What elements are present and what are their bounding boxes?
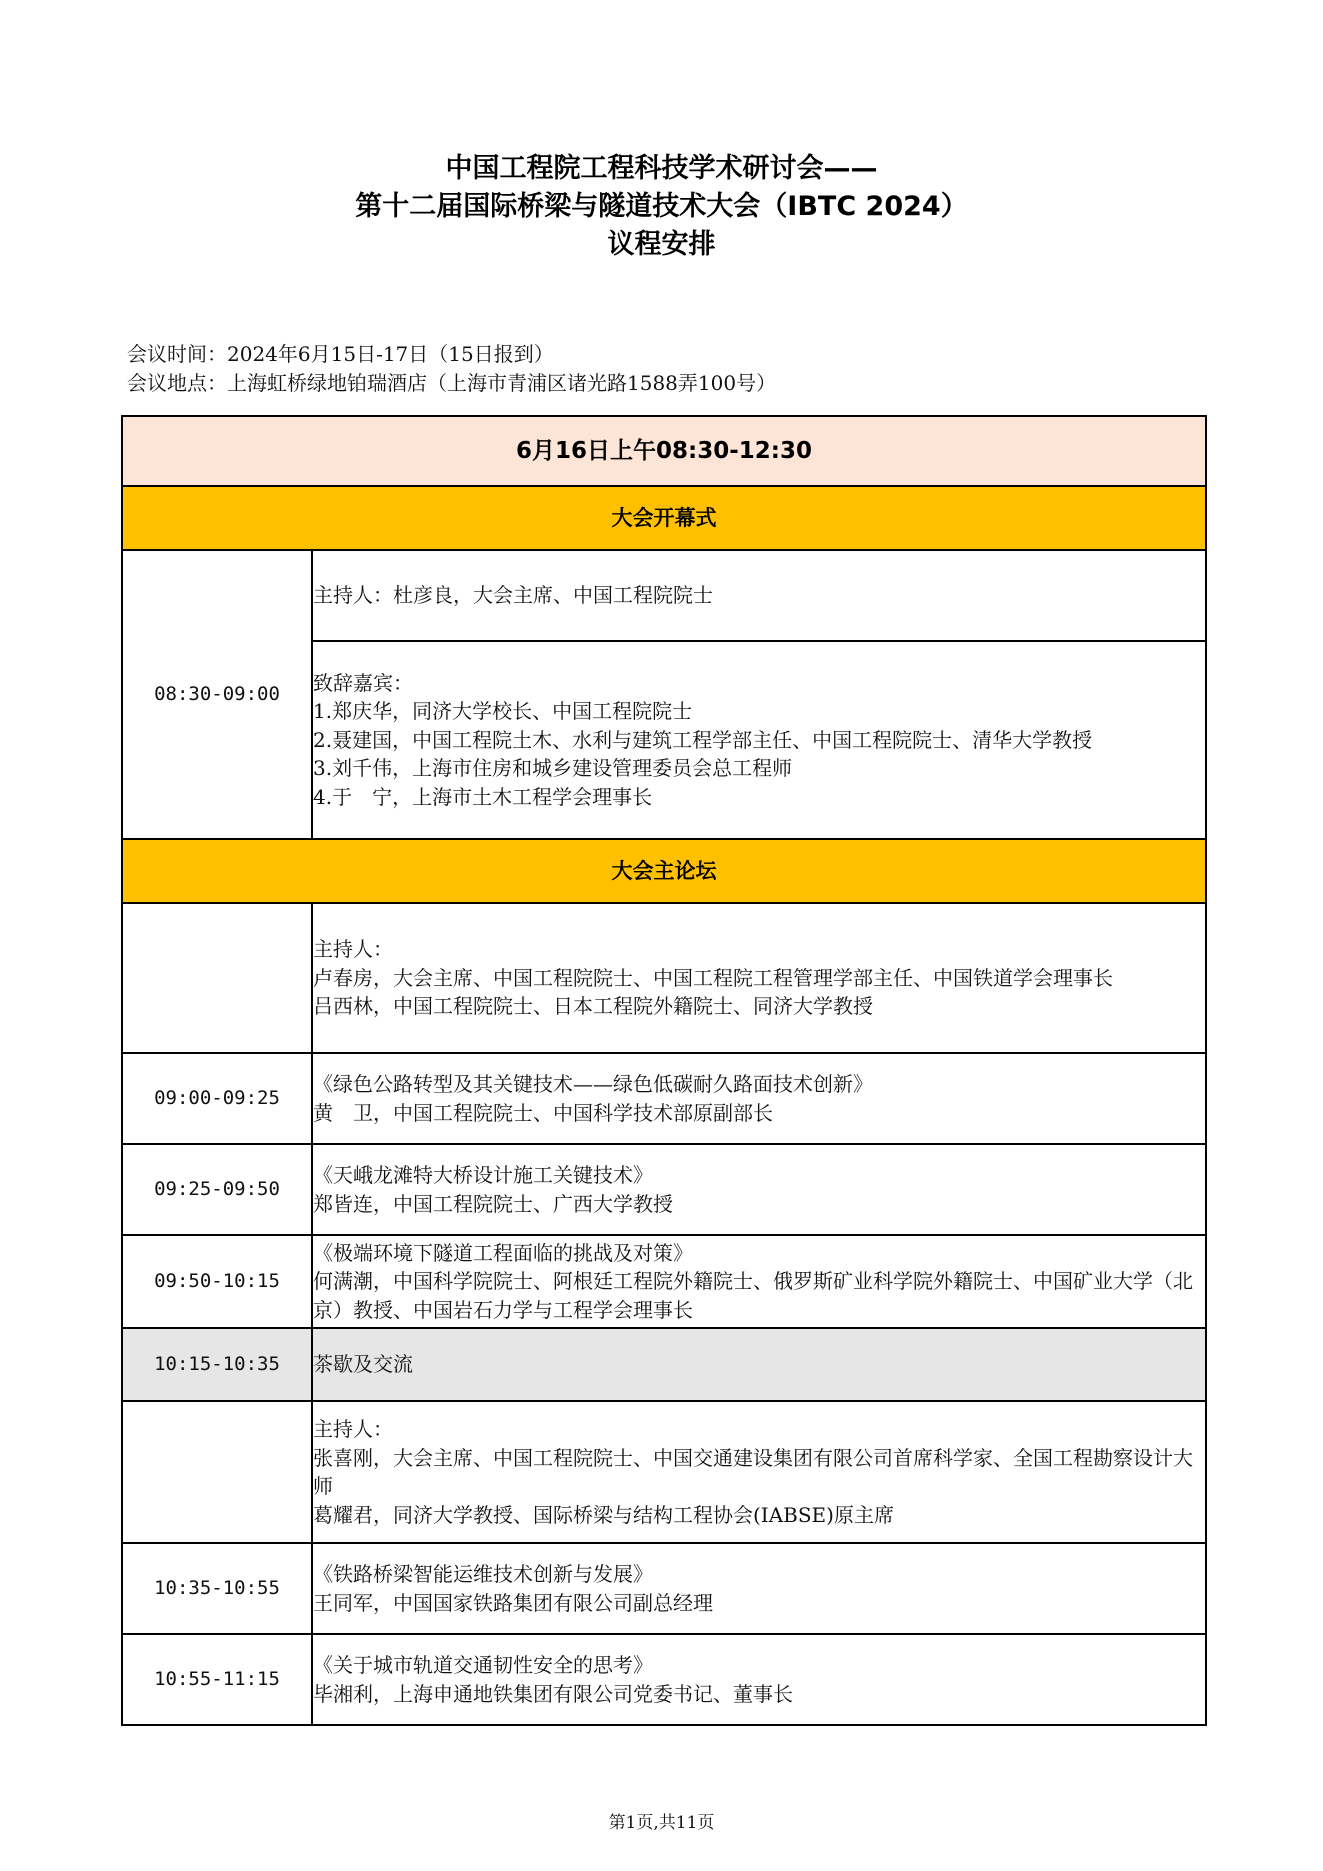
- content-cell: [312, 1053, 1206, 1144]
- table-row: [122, 903, 1206, 1053]
- date-header-row: [122, 416, 1206, 486]
- content-cell: [312, 1328, 1206, 1401]
- time-cell: 09:25-09:50: [122, 1144, 312, 1235]
- content-line: 《极端环境下隧道工程面临的挑战及对策》: [313, 1240, 693, 1265]
- time-cell: 10:15-10:35: [122, 1328, 312, 1401]
- title-line-3: 议程安排: [607, 229, 716, 260]
- time-cell: 09:50-10:15: [122, 1235, 312, 1328]
- content-line: 《铁路桥梁智能运维技术创新与发展》: [313, 1562, 653, 1586]
- speech-line: 1.郑庆华，同济大学校长、中国工程院院士: [313, 699, 693, 724]
- title-line-1: 中国工程院工程科技学术研讨会——: [445, 153, 878, 184]
- content-cell: [312, 1543, 1206, 1634]
- table-row: [122, 1401, 1206, 1543]
- meeting-info: [127, 340, 776, 398]
- content-cell: [312, 1634, 1206, 1725]
- opening-speeches-cell: [312, 641, 1206, 839]
- speech-line: 致辞嘉宾：: [313, 670, 413, 695]
- table-row: [122, 1634, 1206, 1725]
- opening-ceremony-header: 大会开幕式: [122, 486, 1206, 550]
- time-cell: 09:00-09:25: [122, 1053, 312, 1144]
- tea-break-row: [122, 1328, 1206, 1401]
- content-cell: [312, 1401, 1206, 1543]
- content-line: 茶歇及交流: [313, 1352, 413, 1377]
- table-row: [122, 550, 1206, 641]
- content-line: 王同军，中国国家铁路集团有限公司副总经理: [313, 1590, 713, 1615]
- opening-host-cell: [312, 550, 1206, 641]
- content-line: 《绿色公路转型及其关键技术——绿色低碳耐久路面技术创新》: [313, 1072, 873, 1096]
- opening-time-cell: 08:30-09:00: [122, 550, 312, 839]
- agenda-table: [121, 415, 1207, 1726]
- table-row: [122, 1235, 1206, 1328]
- speech-line: 2.聂建国，中国工程院土木、水利与建筑工程学部主任、中国工程院院士、清华大学教授: [313, 727, 1093, 752]
- time-cell: 10:35-10:55: [122, 1543, 312, 1634]
- content-line: 吕西林，中国工程院院士、日本工程院外籍院士、同济大学教授: [313, 994, 873, 1019]
- meeting-location: 会议地点：上海虹桥绿地铂瑞酒店（上海市青浦区诸光路1588弄100号）: [127, 371, 777, 395]
- time-cell: 10:55-11:15: [122, 1634, 312, 1725]
- content-line: 张喜刚，大会主席、中国工程院院士、中国交通建设集团有限公司首席科学家、全国工程勘察设计大师: [313, 1445, 1193, 1498]
- time-cell: [122, 903, 312, 1053]
- time-cell: [122, 1401, 312, 1543]
- table-row: [122, 1053, 1206, 1144]
- content-line: 黄 卫，中国工程院院士、中国科学技术部原副部长: [313, 1100, 773, 1125]
- content-cell: [312, 1144, 1206, 1235]
- content-line: 何满潮，中国科学院院士、阿根廷工程院外籍院士、俄罗斯矿业科学院外籍院士、中国矿业大学（北京）教授、中国岩石力学与工程学会理事长: [313, 1269, 1193, 1322]
- date-header: 6月16日上午08:30-12:30: [122, 416, 1206, 486]
- speech-line: 4.于 宁，上海市土木工程学会理事长: [313, 784, 653, 809]
- content-line: 卢春房，大会主席、中国工程院院士、中国工程院工程管理学部主任、中国铁道学会理事长: [313, 965, 1113, 990]
- title-line-2: 第十二届国际桥梁与隧道技术大会（IBTC 2024）: [355, 191, 968, 222]
- content-line: 主持人：: [313, 1417, 393, 1441]
- table-row: [122, 1144, 1206, 1235]
- table-row: [122, 1543, 1206, 1634]
- speech-line: 3.刘千伟，上海市住房和城乡建设管理委员会总工程师: [313, 756, 793, 781]
- meeting-time: 会议时间：2024年6月15日-17日（15日报到）: [127, 342, 554, 366]
- opening-host: 主持人：杜彦良，大会主席、中国工程院院士: [313, 583, 713, 608]
- content-line: 郑皆连，中国工程院院士、广西大学教授: [313, 1191, 673, 1216]
- document-title: [0, 150, 1323, 264]
- forum-header-row: [122, 839, 1206, 903]
- content-line: 《关于城市轨道交通韧性安全的思考》: [313, 1653, 653, 1677]
- content-cell: [312, 1235, 1206, 1328]
- opening-header-row: [122, 486, 1206, 550]
- page-number: 第1页,共11页: [608, 1813, 715, 1833]
- content-line: 《天峨龙滩特大桥设计施工关键技术》: [313, 1163, 653, 1187]
- content-line: 毕湘利，上海申通地铁集团有限公司党委书记、董事长: [313, 1681, 793, 1706]
- main-forum-header: 大会主论坛: [122, 839, 1206, 903]
- content-line: 葛耀君，同济大学教授、国际桥梁与结构工程协会(IABSE)原主席: [313, 1502, 894, 1527]
- content-cell: [312, 903, 1206, 1053]
- content-line: 主持人：: [313, 937, 393, 962]
